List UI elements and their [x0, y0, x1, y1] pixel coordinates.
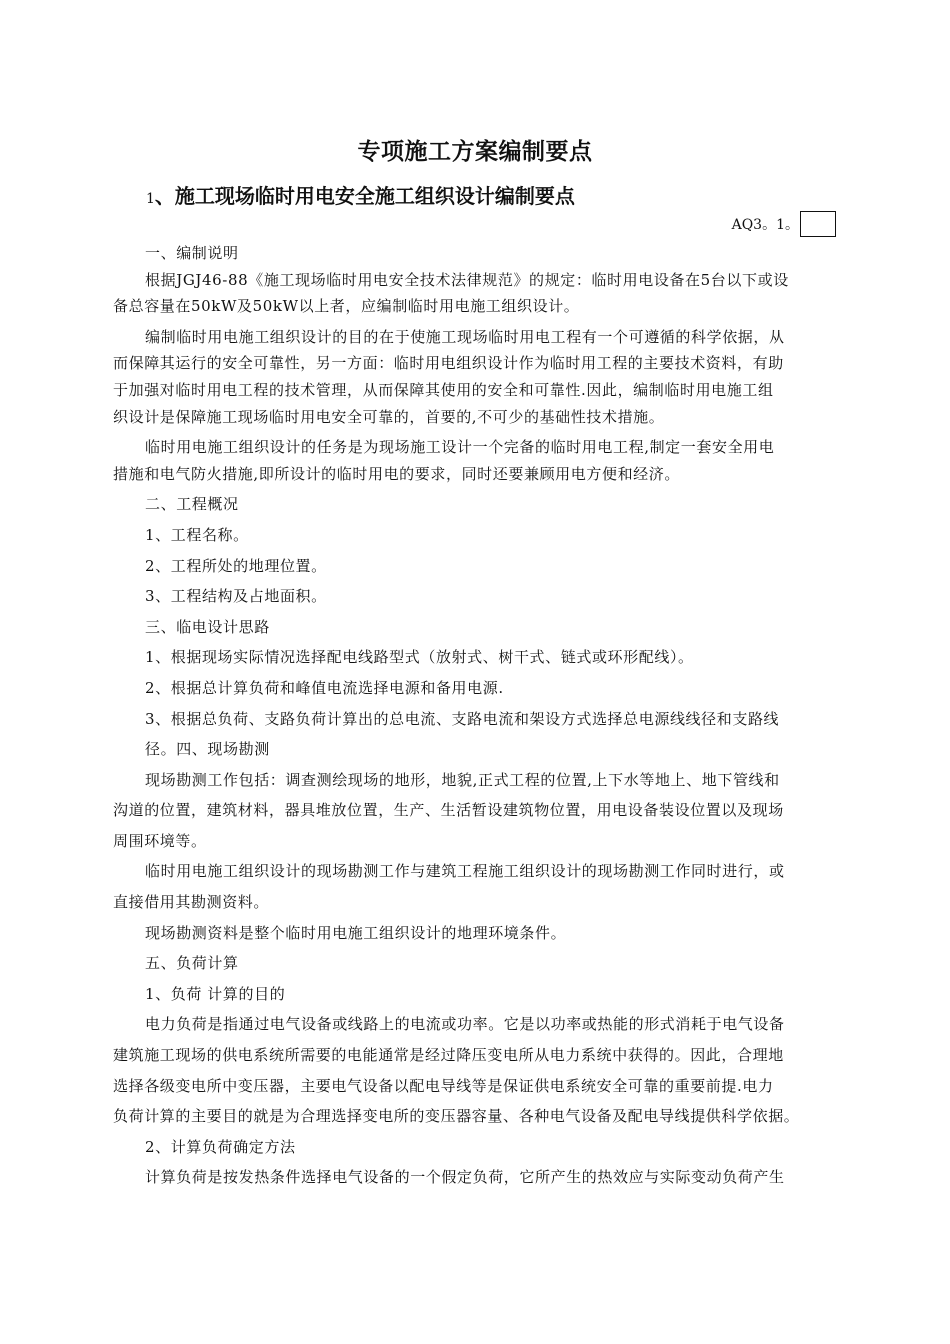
text-line: 1、根据现场实际情况选择配电线路型式（放射式、树干式、链式或环形配线）。 [145, 648, 694, 667]
document-code-box [800, 211, 836, 237]
text-line: 3、根据总负荷、支路负荷计算出的总电流、支路电流和架设方式选择总电源线线径和支路线 [145, 709, 780, 728]
section-number: 1 [146, 191, 155, 207]
document-code-text: AQ3。1。 [731, 217, 799, 233]
text-line: 五、负荷计算 [145, 954, 239, 973]
text-line: 根据JGJ46-88《施工现场临时用电安全技术法律规范》的规定：临时用电设备在5台以下或设 [145, 270, 789, 289]
section-heading-text: 、施工现场临时用电安全施工组织设计编制要点 [154, 184, 575, 208]
document-title: 专项施工方案编制要点 [357, 139, 593, 165]
text-line: 2、计算负荷确定方法 [145, 1137, 296, 1156]
text-line: 现场勘测工作包括：调查测绘现场的地形，地貌,正式工程的位置,上下水等地上、地下管线和 [145, 770, 780, 789]
text-line: 一、编制说明 [145, 244, 239, 262]
text-line: 负荷计算的主要目的就是为合理选择变电所的变压器容量、各种电气设备及配电导线提供科学依据。 [113, 1107, 800, 1126]
text-line: 措施和电气防火措施,即所设计的临时用电的要求，同时还要兼顾用电方便和经济。 [113, 464, 680, 483]
text-line: 2、根据总计算负荷和峰值电流选择电源和备用电源. [145, 678, 504, 697]
section-heading [146, 180, 575, 209]
text-line: 1、工程名称。 [145, 525, 249, 544]
text-line: 径。四、现场勘测 [145, 740, 270, 759]
text-line: 沟道的位置，建筑材料，器具堆放位置，生产、生活暂设建筑物位置，用电设备装设位置以及现场 [113, 801, 784, 820]
document-code [732, 211, 836, 237]
text-line: 建筑施工现场的供电系统所需要的电能通常是经过降压变电所从电力系统中获得的。因此，合理地 [113, 1046, 784, 1065]
text-line: 选择各级变电所中变压器，主要电气设备以配电导线等是保证供电系统安全可靠的重要前提.电力 [113, 1076, 774, 1095]
text-line: 编制临时用电施工组织设计的目的在于使施工现场临时用电工程有一个可遵循的科学依据，从 [145, 327, 785, 346]
text-line: 三、临电设计思路 [145, 617, 270, 636]
text-line: 周围环境等。 [113, 831, 207, 850]
document-body [113, 240, 843, 1191]
text-line: 3、工程结构及占地面积。 [145, 587, 327, 606]
text-line: 二、工程概况 [145, 495, 239, 514]
text-line: 直接借用其勘测资料。 [113, 893, 270, 912]
text-line: 现场勘测资料是整个临时用电施工组织设计的地理环境条件。 [145, 923, 567, 942]
text-line: 临时用电施工组织设计的任务是为现场施工设计一个完备的临时用电工程,制定一套安全用电 [145, 438, 775, 457]
text-line: 电力负荷是指通过电气设备或线路上的电流或功率。它是以功率或热能的形式消耗于电气设备 [145, 1015, 785, 1034]
text-line: 而保障其运行的安全可靠性，另一方面：临时用电组织设计作为临时用工程的主要技术资料，有助 [113, 354, 784, 373]
text-line: 备总容量在50kW及50kW以上者，应编制临时用电施工组织设计。 [113, 297, 580, 316]
text-line: 1、负荷 计算的目的 [145, 984, 286, 1003]
text-line: 计算负荷是按发热条件选择电气设备的一个假定负荷，它所产生的热效应与实际变动负荷产生 [145, 1168, 785, 1187]
text-line: 2、工程所处的地理位置。 [145, 556, 327, 575]
text-line: 于加强对临时用电工程的技术管理，从而保障其使用的安全和可靠性.因此，编制临时用电施工组 [113, 380, 774, 399]
text-line: 织设计是保障施工现场临时用电安全可靠的，首要的,不可少的基础性技术措施。 [113, 407, 665, 426]
text-line: 临时用电施工组织设计的现场勘测工作与建筑工程施工组织设计的现场勘测工作同时进行，或 [145, 862, 785, 881]
